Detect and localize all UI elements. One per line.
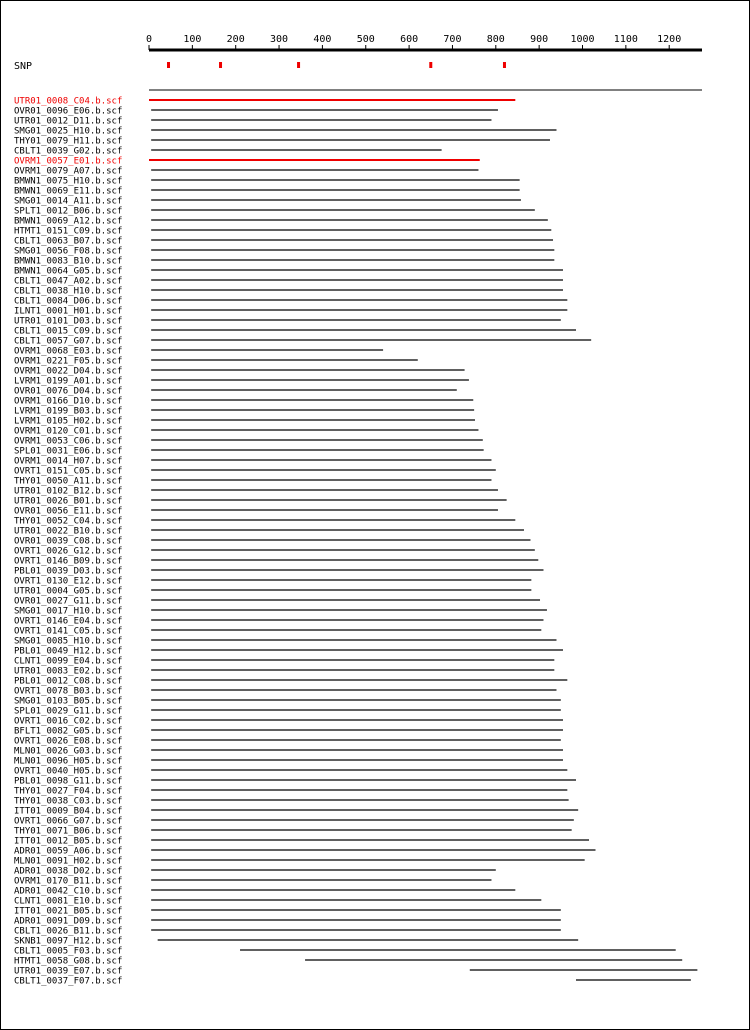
snp-marker[interactable] (503, 62, 506, 68)
read-name[interactable]: ITT01_0009_B04.b.scf (14, 806, 123, 817)
read-row[interactable] (14, 757, 563, 767)
read-row[interactable] (14, 577, 531, 587)
read-row[interactable] (14, 547, 535, 557)
read-row[interactable] (14, 287, 563, 297)
read-name[interactable]: CLNT1_0099_E04.b.scf (14, 656, 123, 667)
read-name[interactable]: CBLT1_0015_C09.b.scf (14, 326, 123, 337)
read-row[interactable] (14, 977, 691, 987)
snp-marker[interactable] (429, 62, 432, 68)
read-row[interactable] (14, 917, 561, 927)
read-name[interactable]: OVR01_0039_C08.b.scf (14, 536, 123, 547)
read-name[interactable]: THY01_0071_B06.b.scf (14, 826, 123, 837)
read-name[interactable]: SMG01_0085_H10.b.scf (14, 636, 123, 647)
read-row[interactable] (14, 827, 572, 837)
read-row[interactable] (14, 387, 457, 397)
read-name[interactable]: OVR01_0027_G11.b.scf (14, 596, 123, 607)
read-row[interactable] (14, 967, 697, 977)
read-row[interactable] (14, 747, 563, 757)
read-row[interactable] (14, 357, 418, 367)
read-name[interactable]: SKNB1_0097_H12.b.scf (14, 936, 123, 947)
read-name[interactable]: OVR01_0076_D04.b.scf (14, 386, 123, 397)
read-row[interactable] (14, 137, 550, 147)
read-name[interactable]: OVRM1_0068_E03.b.scf (14, 346, 123, 357)
snp-label: SNP (14, 61, 33, 72)
read-name[interactable]: OVRT1_0066_G07.b.scf (14, 816, 123, 827)
read-row[interactable] (14, 317, 561, 327)
read-row[interactable] (14, 157, 480, 167)
read-name[interactable]: OVR01_0056_E11.b.scf (14, 506, 123, 517)
read-row[interactable] (14, 527, 524, 537)
ruler-tick-label: 500 (356, 34, 375, 45)
read-row[interactable] (14, 217, 548, 227)
position-ruler (146, 34, 702, 50)
read-row[interactable] (14, 427, 478, 437)
read-name[interactable]: BMWN1_0069_E11.b.scf (14, 186, 123, 197)
read-name[interactable]: UTR01_0039_E07.b.scf (14, 966, 123, 977)
read-name[interactable]: OVRM1_0022_D04.b.scf (14, 366, 123, 377)
read-row[interactable] (14, 147, 442, 157)
read-name[interactable]: HTMT1_0151_C09.b.scf (14, 226, 123, 237)
read-row[interactable] (14, 257, 554, 267)
read-row[interactable] (14, 877, 491, 887)
read-name[interactable]: THY01_0050_A11.b.scf (14, 476, 123, 487)
ruler-tick-label: 800 (486, 34, 505, 45)
read-name[interactable]: CLNT1_0081_E10.b.scf (14, 896, 123, 907)
read-name[interactable]: UTR01_0008_C04.b.scf (14, 96, 123, 107)
read-name[interactable]: THY01_0027_F04.b.scf (14, 786, 123, 797)
read-name[interactable]: OVRT1_0016_C02.b.scf (14, 716, 123, 727)
read-row[interactable] (14, 377, 469, 387)
read-row[interactable] (14, 177, 520, 187)
read-list (14, 97, 697, 987)
snp-marker[interactable] (297, 62, 300, 68)
read-row[interactable] (14, 207, 535, 217)
read-name[interactable]: SPL01_0031_E06.b.scf (14, 446, 123, 457)
read-name[interactable]: OVRM1_0170_B11.b.scf (14, 876, 123, 887)
read-name[interactable]: CBLT1_0037_F07.b.scf (14, 976, 123, 987)
read-row[interactable] (14, 297, 567, 307)
read-name[interactable]: OVRT1_0040_H05.b.scf (14, 766, 123, 777)
read-row[interactable] (14, 927, 561, 937)
read-row[interactable] (14, 107, 498, 117)
read-name[interactable]: BMWN1_0064_G05.b.scf (14, 266, 123, 277)
read-row[interactable] (14, 697, 561, 707)
read-name[interactable]: CBLT1_0057_G07.b.scf (14, 336, 123, 347)
read-name[interactable]: BMWN1_0083_B10.b.scf (14, 256, 123, 267)
read-row[interactable] (14, 607, 547, 617)
read-name[interactable]: SMG01_0056_F08.b.scf (14, 246, 123, 257)
read-name[interactable]: UTR01_0102_B12.b.scf (14, 486, 123, 497)
read-name[interactable]: ADR01_0038_D02.b.scf (14, 866, 123, 877)
read-row[interactable] (14, 567, 543, 577)
read-row[interactable] (14, 167, 478, 177)
read-name[interactable]: BFLT1_0082_G05.b.scf (14, 726, 123, 737)
read-name[interactable]: OVRT1_0151_C05.b.scf (14, 466, 123, 477)
ruler-tick-label: 900 (530, 34, 549, 45)
read-name[interactable]: UTR01_0004_G05.b.scf (14, 586, 123, 597)
read-name[interactable]: OVRT1_0026_E08.b.scf (14, 736, 123, 747)
read-row[interactable] (14, 727, 563, 737)
snp-marker[interactable] (167, 62, 170, 68)
read-row[interactable] (14, 457, 491, 467)
read-name[interactable]: SMG01_0017_H10.b.scf (14, 606, 123, 617)
read-name[interactable]: MLN01_0091_H02.b.scf (14, 856, 123, 867)
ruler-tick-label: 300 (270, 34, 289, 45)
read-row[interactable] (14, 647, 563, 657)
snp-marker[interactable] (219, 62, 222, 68)
ruler-tick-label: 100 (183, 34, 202, 45)
read-row[interactable] (14, 677, 567, 687)
read-name[interactable]: PBL01_0098_G11.b.scf (14, 776, 123, 787)
read-row[interactable] (14, 617, 543, 627)
read-name[interactable]: PBL01_0049_H12.b.scf (14, 646, 123, 657)
read-row[interactable] (14, 667, 554, 677)
read-name[interactable]: MLN01_0096_H05.b.scf (14, 756, 123, 767)
read-row[interactable] (14, 507, 498, 517)
read-row[interactable] (14, 907, 561, 917)
read-name[interactable]: THY01_0079_H11.b.scf (14, 136, 123, 147)
read-row[interactable] (14, 587, 531, 597)
read-name[interactable]: SMG01_0025_H10.b.scf (14, 126, 123, 137)
read-name[interactable]: LVRM1_0105_H02.b.scf (14, 416, 123, 427)
read-row[interactable] (14, 247, 554, 257)
read-name[interactable]: CBLT1_0084_D06.b.scf (14, 296, 123, 307)
read-row[interactable] (14, 367, 465, 377)
read-name[interactable]: LVRM1_0199_A01.b.scf (14, 376, 123, 387)
read-name[interactable]: OVRM1_0079_A07.b.scf (14, 166, 123, 177)
ruler-tick-label: 1000 (570, 34, 595, 45)
read-row[interactable] (14, 477, 491, 487)
read-name[interactable]: HTMT1_0058_G08.b.scf (14, 956, 123, 967)
read-row[interactable] (14, 767, 567, 777)
read-name[interactable]: OVRT1_0146_B09.b.scf (14, 556, 123, 567)
read-name[interactable]: UTR01_0026_B01.b.scf (14, 496, 123, 507)
read-name[interactable]: ADR01_0059_A06.b.scf (14, 846, 123, 857)
read-row[interactable] (14, 787, 567, 797)
read-name[interactable]: CBLT1_0005_F03.b.scf (14, 946, 123, 957)
read-name[interactable]: UTR01_0022_B10.b.scf (14, 526, 123, 537)
read-row[interactable] (14, 487, 498, 497)
read-name[interactable]: UTR01_0101_D03.b.scf (14, 316, 123, 327)
read-row[interactable] (14, 407, 474, 417)
read-row[interactable] (14, 737, 561, 747)
read-row[interactable] (14, 637, 556, 647)
read-name[interactable]: SPLT1_0012_B06.b.scf (14, 206, 123, 217)
read-row[interactable] (14, 847, 596, 857)
read-name[interactable]: SMG01_0103_B05.b.scf (14, 696, 123, 707)
snp-track (167, 62, 506, 68)
read-row[interactable] (14, 627, 541, 637)
read-row[interactable] (14, 707, 561, 717)
read-name[interactable]: OVR01_0096_E06.b.scf (14, 106, 123, 117)
read-name[interactable]: OVRT1_0078_B03.b.scf (14, 686, 123, 697)
read-name[interactable]: THY01_0052_C04.b.scf (14, 516, 123, 527)
read-row[interactable] (14, 657, 554, 667)
read-name[interactable]: CBLT1_0063_B07.b.scf (14, 236, 123, 247)
read-name[interactable]: PBL01_0012_C08.b.scf (14, 676, 123, 687)
read-name[interactable]: LVRM1_0199_B03.b.scf (14, 406, 123, 417)
read-row[interactable] (14, 197, 521, 207)
read-row[interactable] (14, 277, 563, 287)
read-row[interactable] (14, 837, 589, 847)
read-row[interactable] (14, 597, 540, 607)
read-name[interactable]: CBLT1_0038_H10.b.scf (14, 286, 123, 297)
read-name[interactable]: UTR01_0012_D11.b.scf (14, 116, 123, 127)
read-name[interactable]: CBLT1_0047_A02.b.scf (14, 276, 123, 287)
read-name[interactable]: MLN01_0026_G03.b.scf (14, 746, 123, 757)
read-name[interactable]: OVRM1_0166_D10.b.scf (14, 396, 123, 407)
read-name[interactable]: CBLT1_0039_G02.b.scf (14, 146, 123, 157)
read-row[interactable] (14, 817, 574, 827)
read-row[interactable] (14, 437, 483, 447)
read-row[interactable] (14, 337, 591, 347)
read-row[interactable] (14, 127, 556, 137)
read-name[interactable]: ADR01_0091_D09.b.scf (14, 916, 123, 927)
read-row[interactable] (14, 887, 515, 897)
read-row[interactable] (14, 497, 507, 507)
read-row[interactable] (14, 267, 563, 277)
read-name[interactable]: BMWN1_0075_H10.b.scf (14, 176, 123, 187)
read-row[interactable] (14, 807, 578, 817)
read-name[interactable]: ILNT1_0001_H01.b.scf (14, 306, 123, 317)
read-row[interactable] (14, 117, 491, 127)
read-name[interactable]: OVRM1_0014_H07.b.scf (14, 456, 123, 467)
read-name[interactable]: OVRM1_0120_C01.b.scf (14, 426, 123, 437)
ruler-tick-label: 200 (226, 34, 245, 45)
ruler-tick-label: 1200 (657, 34, 682, 45)
read-row[interactable] (14, 327, 576, 337)
read-row[interactable] (14, 957, 682, 967)
ruler-tick-label: 1100 (613, 34, 638, 45)
ruler-tick-label: 700 (443, 34, 462, 45)
read-name[interactable]: ITT01_0021_B05.b.scf (14, 906, 123, 917)
read-row[interactable] (14, 857, 585, 867)
read-name[interactable]: BMWN1_0069_A12.b.scf (14, 216, 123, 227)
ruler-tick-label: 0 (145, 34, 153, 45)
read-row[interactable] (14, 557, 538, 567)
read-row[interactable] (14, 227, 551, 237)
read-name[interactable]: OVRM1_0057_E01.b.scf (14, 156, 123, 167)
read-name[interactable]: OVRT1_0146_E04.b.scf (14, 616, 123, 627)
read-row[interactable] (14, 947, 676, 957)
read-name[interactable]: SMG01_0014_A11.b.scf (14, 196, 123, 207)
read-name[interactable]: OVRT1_0130_E12.b.scf (14, 576, 123, 587)
read-row[interactable] (14, 937, 578, 947)
read-name[interactable]: OVRT1_0026_G12.b.scf (14, 546, 123, 557)
read-name[interactable]: PBL01_0039_D03.b.scf (14, 566, 123, 577)
read-name[interactable]: CBLT1_0026_B11.b.scf (14, 926, 123, 937)
read-row[interactable] (14, 347, 383, 357)
read-row[interactable] (14, 397, 473, 407)
read-row[interactable] (14, 307, 567, 317)
read-row[interactable] (14, 867, 496, 877)
read-row[interactable] (14, 417, 475, 427)
ruler-tick-label: 400 (313, 34, 332, 45)
read-row[interactable] (14, 97, 515, 107)
read-row[interactable] (14, 447, 484, 457)
read-name[interactable]: SPL01_0029_G11.b.scf (14, 706, 123, 717)
read-row[interactable] (14, 187, 520, 197)
read-row[interactable] (14, 517, 515, 527)
read-name[interactable]: OVRM1_0221_F05.b.scf (14, 356, 123, 367)
read-name[interactable]: ADR01_0042_C10.b.scf (14, 886, 123, 897)
read-name[interactable]: OVRM1_0053_C06.b.scf (14, 436, 123, 447)
read-row[interactable] (14, 897, 541, 907)
read-row[interactable] (14, 467, 496, 477)
read-row[interactable] (14, 237, 553, 247)
ruler-tick-label: 600 (400, 34, 419, 45)
read-name[interactable]: OVRT1_0141_C05.b.scf (14, 626, 123, 637)
read-row[interactable] (14, 537, 530, 547)
read-row[interactable] (14, 777, 576, 787)
read-name[interactable]: THY01_0038_C03.b.scf (14, 796, 123, 807)
read-row[interactable] (14, 687, 556, 697)
read-name[interactable]: ITT01_0012_B05.b.scf (14, 836, 123, 847)
read-name[interactable]: UTR01_0083_E02.b.scf (14, 666, 123, 677)
read-row[interactable] (14, 797, 569, 807)
read-row[interactable] (14, 717, 563, 727)
